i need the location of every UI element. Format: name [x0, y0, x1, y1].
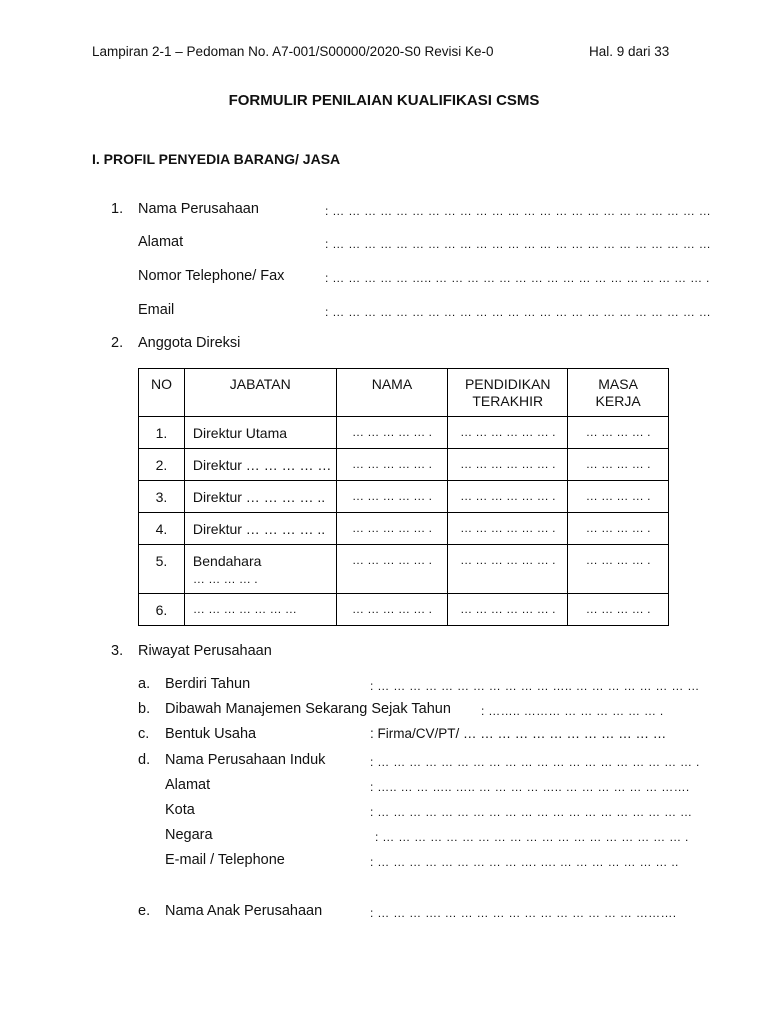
sub-value-anak-perusahaan: : … … … …. … … … … … … … … … … … … ……….: [370, 906, 677, 920]
sub-label-induk-alamat: Alamat: [165, 777, 211, 793]
sub-label-induk-kota: Kota: [165, 802, 195, 818]
item-3-number: 3.: [111, 643, 124, 659]
sub-label-perusahaan-induk: Nama Perusahaan Induk: [165, 752, 326, 768]
row-nama: … … … … … .: [336, 545, 448, 594]
item-3-label: Riwayat Perusahaan: [138, 643, 272, 659]
row-pendidikan: … … … … … … .: [448, 513, 568, 545]
sub-label-induk-email-telephone: E-mail / Telephone: [165, 852, 285, 868]
sub-letter-e: e.: [138, 903, 151, 919]
row-nama: … … … … … .: [336, 417, 448, 449]
row-no: 4.: [139, 513, 185, 545]
row-no: 2.: [139, 449, 185, 481]
sub-label-bentuk-usaha: Bentuk Usaha: [165, 726, 257, 742]
row-jabatan: Direktur … … … … ..: [184, 513, 336, 545]
field-value-alamat: : … … … … … … … … … … … … … … … … … … … … … … … …: [325, 237, 712, 251]
row-no: 3.: [139, 481, 185, 513]
sub-value-perusahaan-induk: : … … … … … … … … … … … … … … … … … … … … .: [370, 755, 700, 769]
header-nama: NAMA: [336, 369, 448, 417]
item-2-label: Anggota Direksi: [138, 335, 241, 351]
item-2-number: 2.: [111, 335, 124, 351]
table-row: [139, 449, 669, 481]
sub-label-induk-negara: Negara: [165, 827, 213, 843]
sub-value-induk-kota: : … … … … … … … … … … … … … … … … … … … …: [370, 805, 693, 819]
header-no: NO: [139, 369, 185, 417]
table-header-row: [139, 369, 669, 417]
row-pendidikan: … … … … … … .: [448, 481, 568, 513]
direksi-table: [138, 368, 669, 626]
field-label-alamat: Alamat: [138, 234, 184, 250]
sub-letter-c: c.: [138, 726, 150, 742]
header-pendidikan-line2: TERAKHIR: [472, 393, 544, 409]
row-jabatan: Direktur Utama: [184, 417, 336, 449]
row-jabatan: [184, 545, 336, 594]
field-label-email: Email: [138, 302, 175, 318]
sub-value-manajemen: : …….. ……… … … … … … … .: [481, 704, 664, 718]
row-pendidikan: … … … … … … .: [448, 449, 568, 481]
row-no: 5.: [139, 545, 185, 594]
sub-label-manajemen: Dibawah Manajemen Sekarang Sejak Tahun: [165, 701, 451, 717]
row-jabatan-text: Bendahara: [192, 553, 262, 569]
sub-value-induk-negara: : … … … … … … … … … … … … … … … … … … … .: [375, 830, 689, 844]
table-row: [139, 417, 669, 449]
row-jabatan: Direktur … … … … …: [184, 449, 336, 481]
sub-letter-b: b.: [138, 701, 151, 717]
sub-label-berdiri-tahun: Berdiri Tahun: [165, 676, 251, 692]
row-nama: … … … … … .: [336, 594, 448, 626]
row-masa-kerja: … … … … .: [568, 545, 669, 594]
table-row: [139, 513, 669, 545]
sub-value-berdiri-tahun: : … … … … … … … … … … … ….. … … … … … … … …: [370, 679, 700, 693]
header-masa-line2: KERJA: [595, 393, 641, 409]
sub-letter-a: a.: [138, 676, 151, 692]
form-title: FORMULIR PENILAIAN KUALIFIKASI CSMS: [228, 92, 540, 109]
document-header-left: Lampiran 2-1 – Pedoman No. A7-001/S00000/2020-S0 Revisi Ke-0: [92, 44, 494, 59]
row-masa-kerja: … … … … .: [568, 417, 669, 449]
row-jabatan: … … … … … … …: [184, 594, 336, 626]
field-value-email: : … … … … … … … … … … … … … … … … … … … … … … … …: [325, 305, 712, 319]
field-value-nama-perusahaan: : … … … … … … … … … … … … … … … … … … … … … … … …: [325, 204, 712, 218]
row-nama: … … … … … .: [336, 449, 448, 481]
sub-value-bentuk-usaha: : Firma/CV/PT/ … … … … … … … … … … … …: [370, 726, 667, 741]
row-pendidikan: … … … … … … .: [448, 417, 568, 449]
row-pendidikan: … … … … … … .: [448, 594, 568, 626]
item-1-number: 1.: [111, 201, 124, 217]
header-pendidikan-line1: PENDIDIKAN: [464, 376, 551, 392]
header-pendidikan: [448, 369, 568, 417]
field-label-telephone-fax: Nomor Telephone/ Fax: [138, 268, 285, 284]
table-row: [139, 594, 669, 626]
field-value-telephone-fax: : … … … … … ….. … … … … … … … … … … … … … … … … … .: [325, 271, 710, 285]
table-row: [139, 481, 669, 513]
row-jabatan-extra: … … … … .: [192, 572, 258, 586]
row-masa-kerja: … … … … .: [568, 513, 669, 545]
sub-value-induk-alamat: : ….. … … ….. ….. … … … … ….. … … … … … … …….: [370, 780, 690, 794]
section-heading: I. PROFIL PENYEDIA BARANG/ JASA: [92, 151, 341, 167]
table-row: [139, 545, 669, 594]
row-pendidikan: … … … … … … .: [448, 545, 568, 594]
header-masa-line1: MASA: [598, 376, 638, 392]
row-jabatan: Direktur … … … … ..: [184, 481, 336, 513]
row-no: 6.: [139, 594, 185, 626]
sub-letter-d: d.: [138, 752, 151, 768]
header-masa-kerja: [568, 369, 669, 417]
row-nama: … … … … … .: [336, 513, 448, 545]
row-nama: … … … … … .: [336, 481, 448, 513]
field-label-nama-perusahaan: Nama Perusahaan: [138, 201, 259, 217]
sub-label-anak-perusahaan: Nama Anak Perusahaan: [165, 903, 323, 919]
header-jabatan: JABATAN: [184, 369, 336, 417]
row-masa-kerja: … … … … .: [568, 449, 669, 481]
row-no: 1.: [139, 417, 185, 449]
row-masa-kerja: … … … … .: [568, 481, 669, 513]
sub-value-induk-email-telephone: : … … … … … … … … … …. …. … … … … … … … ..: [370, 855, 679, 869]
row-masa-kerja: … … … … .: [568, 594, 669, 626]
page-number: Hal. 9 dari 33: [589, 44, 670, 59]
